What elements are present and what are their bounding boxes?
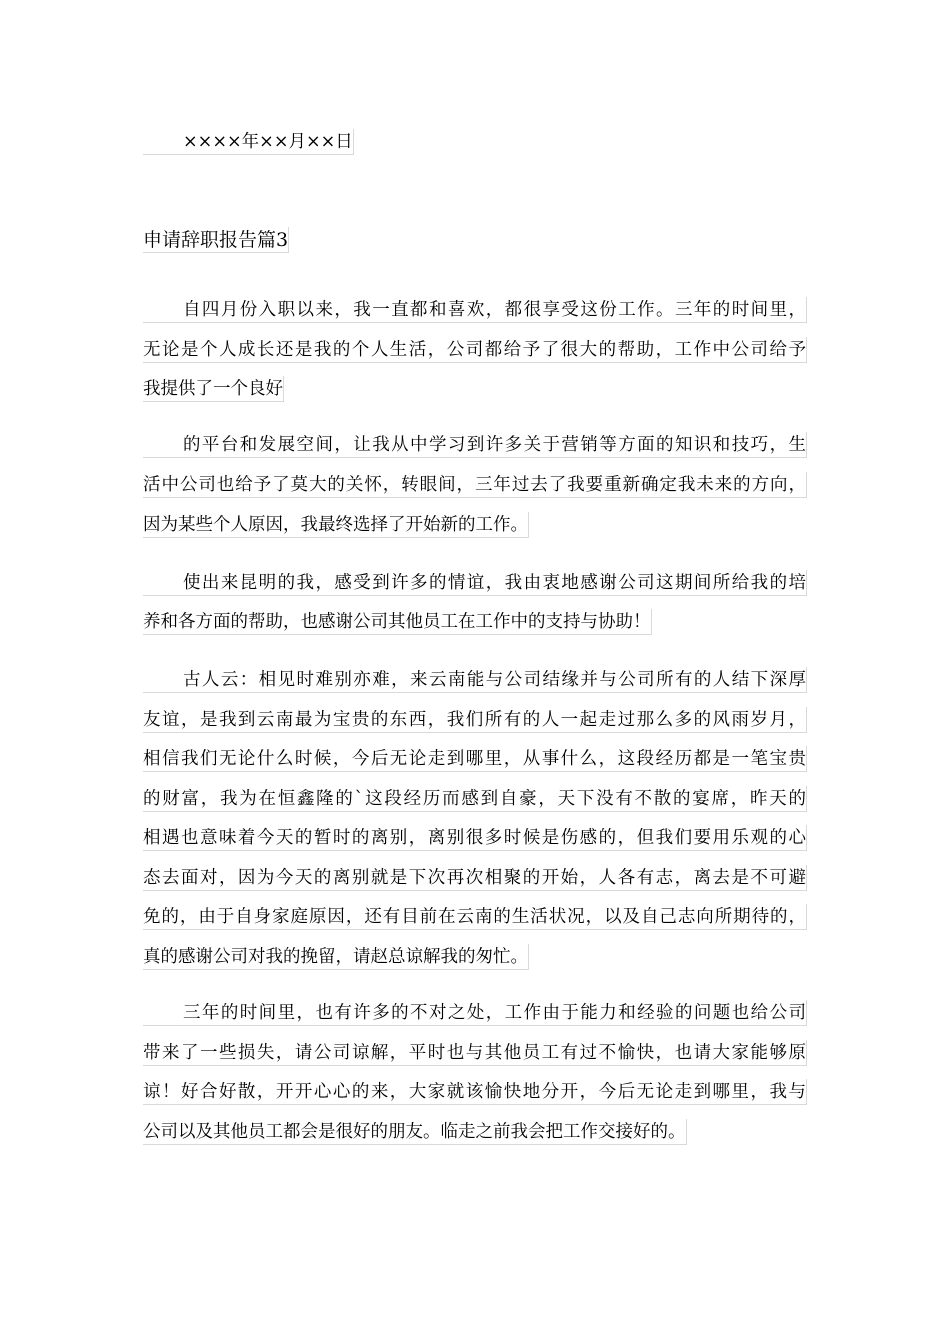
paragraph-line: 三年的时间里，也有许多的不对之处，工作由于能力和经验的问题也给公司 xyxy=(143,1000,807,1026)
date-line: ××××年××月××日 xyxy=(143,129,354,155)
paragraph-line: 真的感谢公司对我的挽留，请赵总谅解我的匆忙。 xyxy=(143,944,529,970)
paragraph-line: 养和各方面的帮助，也感谢公司其他员工在工作中的支持与协助！ xyxy=(143,609,652,635)
paragraph-line: 的财富，我为在恒鑫隆的`这段经历而感到自豪，天下没有不散的宴席，昨天的 xyxy=(143,786,807,812)
paragraph-line: 公司以及其他员工都会是很好的朋友。临走之前我会把工作交接好的。 xyxy=(143,1119,687,1145)
paragraph-line: 免的，由于自身家庭原因，还有目前在云南的生活状况，以及自己志向所期待的， xyxy=(143,904,807,930)
paragraph-line: 活中公司也给予了莫大的关怀，转眼间，三年过去了我要重新确定我未来的方向， xyxy=(143,472,807,498)
paragraph-line: 相遇也意味着今天的暂时的离别，离别很多时候是伤感的，但我们要用乐观的心 xyxy=(143,825,807,851)
paragraph-line: 谅！好合好散，开开心心的来，大家就该愉快地分开，今后无论走到哪里，我与 xyxy=(143,1079,807,1105)
paragraph-line: 使出来昆明的我，感受到许多的情谊，我由衷地感谢公司这期间所给我的培 xyxy=(143,570,807,596)
paragraph-line: 的平台和发展空间，让我从中学习到许多关于营销等方面的知识和技巧，生 xyxy=(143,432,807,458)
paragraph-line: 自四月份入职以来，我一直都和喜欢，都很享受这份工作。三年的时间里， xyxy=(143,297,807,323)
section-heading: 申请辞职报告篇3 xyxy=(143,229,289,251)
paragraph-line: 因为某些个人原因，我最终选择了开始新的工作。 xyxy=(143,512,529,538)
paragraph-line: 无论是个人成长还是我的个人生活，公司都给予了很大的帮助，工作中公司给予 xyxy=(143,337,807,363)
paragraph-line: 相信我们无论什么时候，今后无论走到哪里，从事什么，这段经历都是一笔宝贵 xyxy=(143,746,807,772)
paragraph-line: 态去面对，因为今天的离别就是下次再次相聚的开始，人各有志，离去是不可避 xyxy=(143,865,807,891)
paragraph-line: 古人云：相见时难别亦难，来云南能与公司结缘并与公司所有的人结下深厚 xyxy=(143,667,807,693)
paragraph-line: 我提供了一个良好 xyxy=(143,376,284,402)
paragraph-line: 带来了一些损失，请公司谅解，平时也与其他员工有过不愉快，也请大家能够原 xyxy=(143,1040,807,1066)
paragraph-line: 友谊，是我到云南最为宝贵的东西，我们所有的人一起走过那么多的风雨岁月， xyxy=(143,707,807,733)
